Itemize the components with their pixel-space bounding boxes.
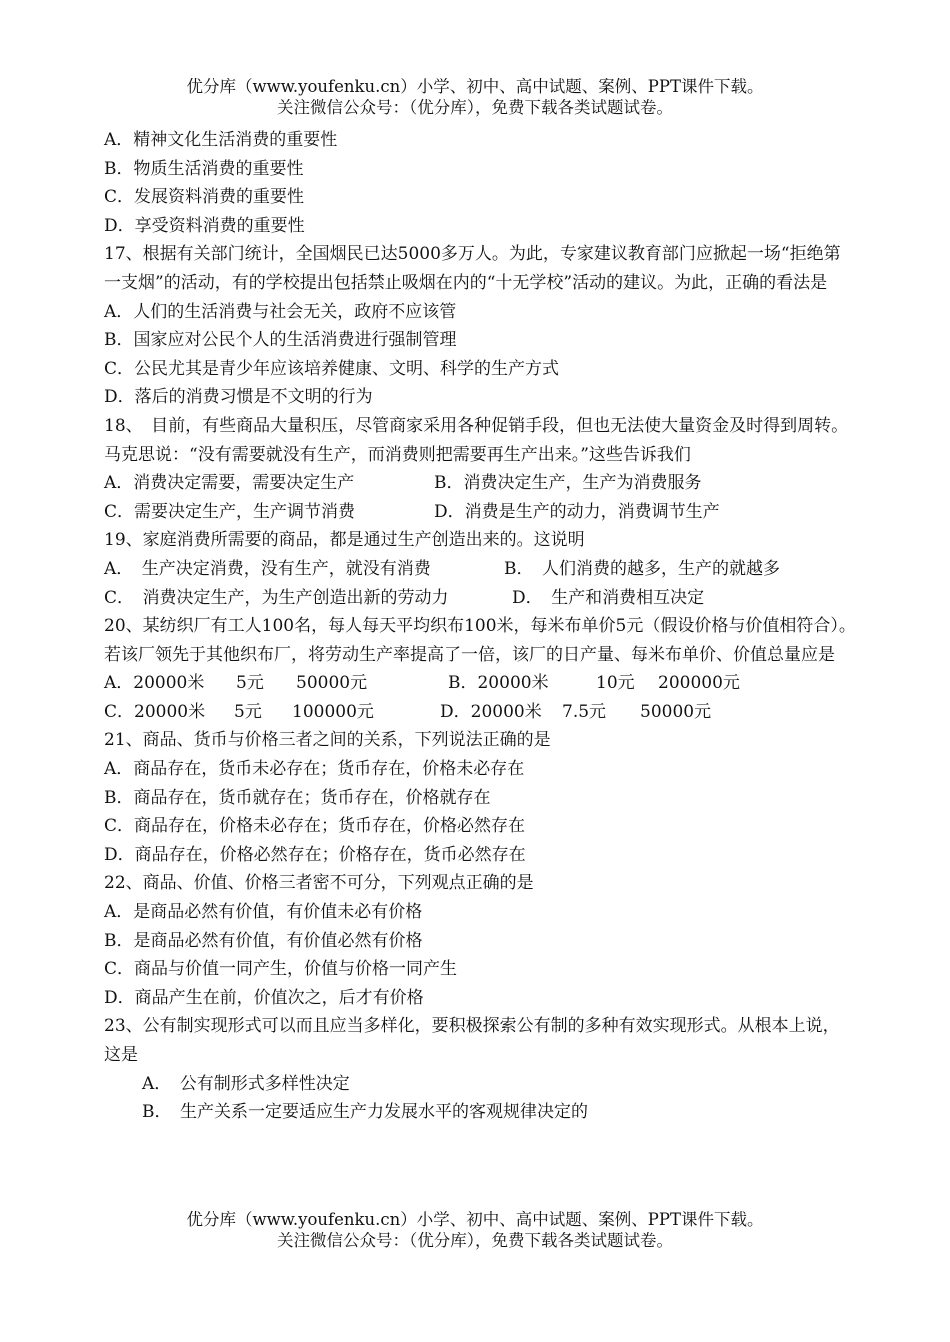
q21-option-b: B．商品存在，货币就存在；货币存在，价格就存在 bbox=[104, 787, 491, 808]
q20-options-row-2 bbox=[104, 698, 856, 727]
q20-option-c-total: 100000元 bbox=[292, 701, 374, 722]
q16-option-a: A．精神文化生活消费的重要性 bbox=[104, 130, 338, 150]
q20-option-a-output: A．20000米 bbox=[104, 673, 205, 694]
q22-option-d: D．商品产生在前，价值次之，后才有价格 bbox=[104, 987, 424, 1008]
q22-option-a: A．是商品必然有价值，有价值未必有价格 bbox=[104, 902, 423, 923]
q22-stem: 22、商品、价值、价格三者密不可分，下列观点正确的是 bbox=[104, 873, 534, 894]
q20-option-a-total: 50000元 bbox=[296, 673, 368, 694]
header-line-2: 关注微信公众号：（优分库），免费下载各类试题试卷。 bbox=[277, 98, 673, 117]
q20-option-d-output: D．20000米 bbox=[440, 701, 542, 722]
q17-option-a: A．人们的生活消费与社会无关，政府不应该管 bbox=[104, 301, 457, 322]
q17-option-b: B．国家应对公民个人的生活消费进行强制管理 bbox=[104, 330, 457, 351]
q19-options-row-2 bbox=[104, 584, 856, 613]
q19-option-d: D． 生产和消费相互决定 bbox=[512, 587, 705, 608]
q23-option-b: B． 生产关系一定要适应生产力发展水平的客观规律决定的 bbox=[142, 1102, 588, 1123]
header-line-1: 优分库（www.youfenku.cn）小学、初中、高中试题、案例、PPT课件下载。 bbox=[186, 77, 764, 96]
q22-option-b: B．是商品必然有价值，有价值必然有价格 bbox=[104, 930, 423, 951]
q18-option-c: C．需要决定生产，生产调节消费 bbox=[104, 501, 356, 522]
q19-option-b: B． 人们消费的越多，生产的就越多 bbox=[504, 558, 780, 579]
q18-option-d: D．消费是生产的动力，消费调节生产 bbox=[434, 501, 720, 522]
q18-stem: 18、 目前，有些商品大量积压，尽管商家采用各种促销手段，但也无法使大量资金及时得到周转。马克思说：“没有需要就没有生产，而消费则把需要再生产出来。”这些告诉我们 bbox=[104, 415, 849, 465]
q21-option-d: D．商品存在，价格必然存在；价格存在，货币必然存在 bbox=[104, 844, 526, 865]
q20-option-d-price: 7.5元 bbox=[562, 701, 607, 722]
q19-options-row-1 bbox=[104, 555, 856, 584]
page-header bbox=[0, 76, 950, 118]
q19-stem: 19、家庭消费所需要的商品，都是通过生产创造出来的。这说明 bbox=[104, 530, 585, 551]
q20-options-row-1 bbox=[104, 669, 856, 698]
q23-stem: 23、公有制实现形式可以而且应当多样化，要积极探索公有制的多种有效实现形式。从根本上说，这是 bbox=[104, 1016, 840, 1065]
q20-option-c-price: 5元 bbox=[234, 701, 262, 722]
q18-option-a: A．消费决定需要，需要决定生产 bbox=[104, 473, 355, 494]
q20-option-b-total: 200000元 bbox=[658, 673, 740, 694]
q17-option-c: C．公民尤其是青少年应该培养健康、文明、科学的生产方式 bbox=[104, 358, 560, 379]
q20-option-b-price: 10元 bbox=[596, 673, 635, 694]
q20-option-d-total: 50000元 bbox=[640, 701, 712, 722]
q20-option-c-output: C．20000米 bbox=[104, 701, 206, 722]
q19-option-c: C． 消费决定生产，为生产创造出新的劳动力 bbox=[104, 587, 449, 608]
q20-option-b-output: B．20000米 bbox=[448, 673, 549, 694]
footer-line-2: 关注微信公众号：（优分库），免费下载各类试题试卷。 bbox=[277, 1231, 673, 1250]
q16-option-c: C．发展资料消费的重要性 bbox=[104, 187, 305, 208]
q16-option-b: B．物质生活消费的重要性 bbox=[104, 158, 304, 179]
page-footer bbox=[0, 1209, 950, 1251]
q22-option-c: C．商品与价值一同产生，价值与价格一同产生 bbox=[104, 959, 458, 980]
q18-option-b: B．消费决定生产，生产为消费服务 bbox=[434, 473, 702, 494]
q20-stem: 20、某纺织厂有工人100名，每人每天平均织布100米，每米布单价5元（假设价格与价值相符合）。若该厂领先于其他织布厂，将劳动生产率提高了一倍，该厂的日产量、每米布单价、价值总量应是 bbox=[104, 616, 856, 665]
q21-stem: 21、商品、货币与价格三者之间的关系，下列说法正确的是 bbox=[104, 730, 551, 751]
q18-options-row-1 bbox=[104, 469, 856, 498]
q17-option-d: D．落后的消费习惯是不文明的行为 bbox=[104, 387, 373, 408]
q23-option-a: A． 公有制形式多样性决定 bbox=[142, 1073, 350, 1094]
q16-option-d: D．享受资料消费的重要性 bbox=[104, 215, 305, 236]
q17-stem: 17、根据有关部门统计，全国烟民已达5000多万人。为此，专家建议教育部门应掀起一场“拒绝第一支烟”的活动，有的学校提出包括禁止吸烟在内的“十无学校”活动的建议。为此，正确的看法是 bbox=[104, 244, 841, 293]
q19-option-a: A． 生产决定消费，没有生产，就没有消费 bbox=[104, 558, 431, 579]
exam-content bbox=[104, 126, 856, 1127]
q21-option-c: C．商品存在，价格未必存在；货币存在，价格必然存在 bbox=[104, 816, 526, 837]
q20-option-a-price: 5元 bbox=[236, 673, 264, 694]
footer-line-1: 优分库（www.youfenku.cn）小学、初中、高中试题、案例、PPT课件下载。 bbox=[186, 1210, 764, 1229]
q21-option-a: A．商品存在，货币未必存在；货币存在，价格未必存在 bbox=[104, 759, 525, 780]
q18-options-row-2 bbox=[104, 498, 856, 527]
